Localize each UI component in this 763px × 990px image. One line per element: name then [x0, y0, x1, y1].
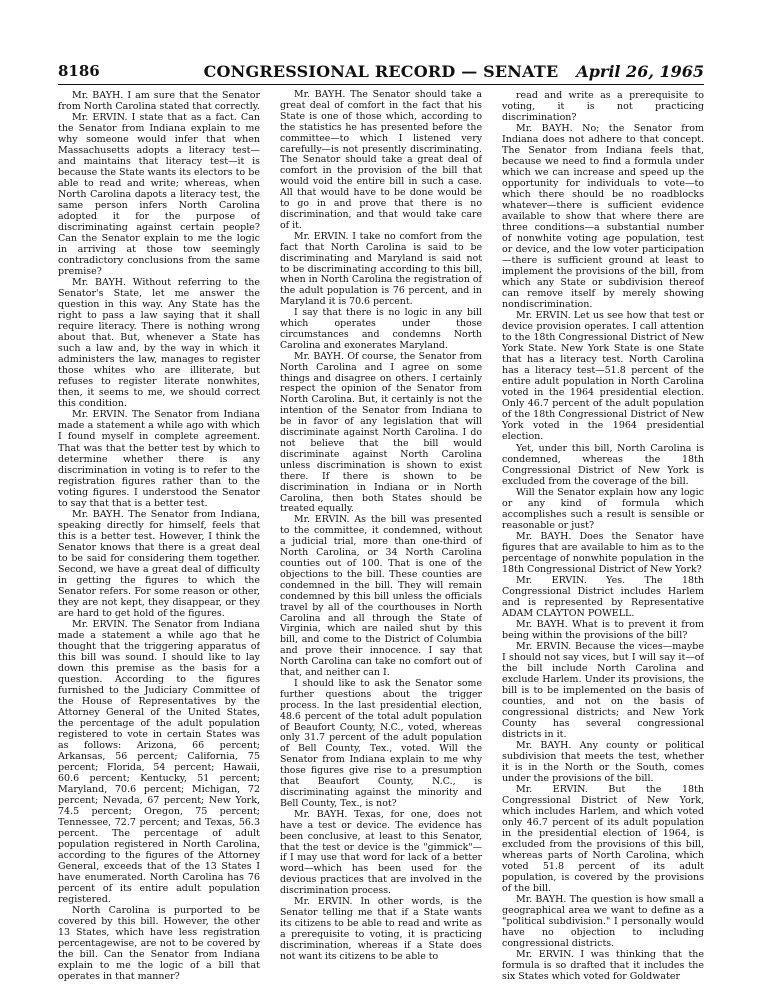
paragraph: Mr. BAYH. Of course, the Senator from North Carolina and I agree on some things and disagree on others. I certainly respect the opinion of the Senator from North Carolina. But, it certainly is not the intention of the Senator from Indiana to be in favor of any legislation that will discriminate against North Carolina. I do not believe that the bill would discriminate against North Carolina unless discrimination is shown to exist there. If there is shown to be discrimination in Indiana or in North Carolina, then both States should be treated equally. [280, 350, 482, 515]
paragraph: Mr. ERVIN. I take no comfort from the fact that North Carolina is said to be discriminating and Maryland is said not to be discriminating according to this bill, when in North Carolina the registration of the adult population is 76 percent, and in Maryland it is 70.6 percent. [280, 230, 482, 308]
paragraph: Mr. BAYH. Texas, for one, does not have a test or device. The evidence has been conclusive, at least to this Senator, that the test or device is the "gimmick"—if I may use that word for lack of a better word—which has been used for the devious practices that are involved in the discrimination process. [280, 808, 482, 897]
issue-date: April 26, 1965 [576, 62, 704, 81]
paragraph: Mr. BAYH. Does the Senator have figures that are available to him as to the percentage of nonwhite population in the 18th Congressional District of New York? [502, 530, 704, 575]
paragraph: Mr. ERVIN. As the bill was presented to the committee, it condemned, without a judicial trial, more than one-third of North Carolina, or 34 North Carolina counties out of 100. That is one of the objections to the bill. These counties are condemned in the bill. They will remain condemned by this bill unless the officials travel by all of the courthouses in North Carolina and all through the State of Virginia, which are nailed shut by this bill, and come to the District of Columbia and prove their innocence. I say that North Carolina can take no comfort out of that, and neither can I. [280, 514, 482, 679]
paragraph: Mr. BAYH. I am sure that the Senator from North Carolina stated that correctly. [58, 90, 260, 113]
paragraph: I should like to ask the Senator some further questions about the trigger process. In the last presidential election, 48.6 percent of the total adult population of Beaufort County, N.C., voted, whereas only 31.7 percent of the adult population of Bell County, Tex., voted. Will the Senator from Indiana explain to me why those figures give rise to a presumption that Beaufort County, N.C., is discriminating against the minority and Bell County, Tex., is not? [280, 677, 482, 809]
paragraph: Mr. ERVIN. In other words, is the Senator telling me that if a State wants its citizens to be able to read and write as a prerequisite to voting, it is practicing discrimination, whereas if a State does not want its citizens to be able to [280, 896, 482, 962]
paragraph: Mr. ERVIN. I state that as a fact. Can the Senator from Indiana explain to me why someone would infer that when Massachusetts adopts a literacy test—and maintains that literacy test—it is because the State wants its electors to be able to read and write; whereas, when North Carolina dapots a literacy test, the same person infers North Carolina adopted it for the purpose of discriminating against certain people? Can the Senator explain to me the logic in arriving at those tow seemingly contradictory conclusions from the same premise? [58, 112, 260, 278]
paragraph: Mr. ERVIN. The Senator from Indiana made a statement a while ago with which I found myself in complete agreement. That was that the better test by which to determine whether there is any discrimination in voting is to refer to the registration figures rather than to the voting figures. I understood the Senator to say that that is a better test. [58, 409, 260, 509]
text-column-2 [280, 90, 482, 982]
paragraph: I say that there is no logic in any bill which operates under those circumstances and condemns North Carolina and exonerates Maryland. [280, 307, 482, 351]
paragraph: Mr. ERVIN. But the 18th Congressional District of New York, which includes Harlem, and which voted only 46.7 percent of its adult population in the presidential election of 1964, is excluded from the provisions of this bill, whereas parts of North Carolina, which voted 51.8 percent of its adult population, is covered by the provisions of the bill. [502, 783, 704, 895]
paragraph: Will the Senator explain how any logic or any kind of formula which accomplishes such a result is sensible or reasonable or just? [502, 486, 704, 531]
paragraph: Mr. BAYH. The Senator should take a great deal of comfort in the fact that his State is one of those which, according to the statistics he has presented before the committee—to which I listened very carefully—is not presently discriminating. The Senator should take a great deal of comfort in the provision of the bill that would void the entire bill in such a case. All that would have to be done would be to go in and prove that there is no discrimination, and that would take care of it. [280, 90, 482, 231]
paragraph: Mr. BAYH. Without referring to the Senator's State, let me answer the question in this way. Any State has the right to pass a law saying that it shall require literacy. There is nothing wrong about that. But, whenever a State has such a law and, by the way in which it administers the law, manages to register those whites who are illiterate, but refuses to register literate nonwhites, then, it seems to me, we should correct this condition. [58, 277, 260, 410]
paragraph: Mr. BAYH. Any county or political subdivision that meets the test, whether it is in the North or the South, comes under the provisions of the bill. [502, 739, 704, 784]
page-header [58, 62, 704, 85]
paragraph: Mr. BAYH. What is to prevent it from being within the provisions of the bill? [502, 618, 704, 641]
paragraph: Mr. ERVIN. Yes. The 18th Congressional District includes Harlem and is represented by Representative ADAM CLAYTON POWELL. [502, 574, 704, 619]
paragraph: Mr. ERVIN. I was thinking that the formula is so drafted that it includes the six States which voted for Goldwater [502, 949, 704, 982]
paragraph: Mr. BAYH. The Senator from Indiana, speaking directly for himself, feels that this is a better test. However, I think the Senator knows that there is a great deal to be said for considering them together. Second, we have a great deal of difficulty in getting the figures to which the Senator refers. For some reason or other, they are not kept, they disappear, or they are hard to get hold of the figures. [58, 508, 260, 619]
paragraph: read and write as a prerequisite to voting, it is not practicing discrimination? [502, 90, 704, 124]
publication-title: CONGRESSIONAL RECORD — SENATE [203, 62, 559, 81]
text-column-1 [58, 90, 260, 982]
paragraph: Mr. ERVIN. Let us see how that test or device provision operates. I call attention to the 18th Congressional District of New York State. New York State is one State that has a literacy test. North Carolina has a literacy test—51.8 percent of the entire adult population in North Carolina voted in the 1964 presidential election. Only 46.7 percent of the adult population of the 18th Congressional District of New York voted in the 1964 presidential election. [502, 310, 704, 443]
paragraph: Mr. BAYH. The question is how small a geographical area we want to define as a "political subdivision." I personally would have no objection to including congressional districts. [502, 894, 704, 950]
paragraph: Mr. BAYH. No; the Senator from Indiana does not adhere to that concept. The Senator from Indiana feels that, because we need to find a formula under which we can increase and speed up the opportunity for individuals to vote—to which there should be no roadblocks whatever—there is sufficient evidence available to show that where there are three conditions—a substantial number of nonwhite voting age population, test or device, and the low voter participation—there is sufficient ground at least to implement the provisions of the bill, from which any State or subdivision thereof can remove itself by merely showing nondiscrimination. [502, 123, 704, 311]
paragraph: Mr. ERVIN. The Senator from Indiana made a statement a while ago that he thought that the triggering apparatus of this bill was sound. I should like to lay down this premise as the basis for a question. According to the figures furnished to the Judiciary Committee of the House of Representatives by the Attorney General of the United States, the percentage of the adult population registered to vote in certain States was as follows: Arizona, 66 percent; Arkansas, 56 percent; California, 75 percent; Florida, 54 percent; Hawaii, 60.6 percent; Kentucky, 51 percent; Maryland, 70.6 percent; Michigan, 72 percent; Nevada, 67 percent; New York, 74.5 percent; Oregon, 75 percent; Tennessee, 72.7 percent; and Texas, 56.3 percent. The percentage of adult population registered in North Carolina, according to the figures of the Attorney General, exceeds that of the 13 States I have enumerated. North Carolina has 76 percent of its entire adult population registered. [58, 618, 260, 906]
paragraph: Yet, under this bill, North Carolina is condemned, whereas the 18th Congressional District of New York is excluded from the coverage of the bill. [502, 442, 704, 487]
paragraph: Mr. ERVIN. Because the vices—maybe I should not say vices, but I will say it—of the bill include North Carolina and exclude Harlem. Under its provisions, the bill is to be implemented on the basis of counties, and not on the basis of congressional districts; and New York County has several congressional districts in it. [502, 640, 704, 740]
paragraph: North Carolina is purported to be covered by this bill. However, the other 13 States, which have less registration percentagewise, are not to be covered by the bill. Can the Senator from Indiana explain to me the logic of a bill that operates in that manner? [58, 905, 260, 982]
page-number: 8186 [58, 62, 100, 80]
text-column-3 [502, 90, 704, 982]
